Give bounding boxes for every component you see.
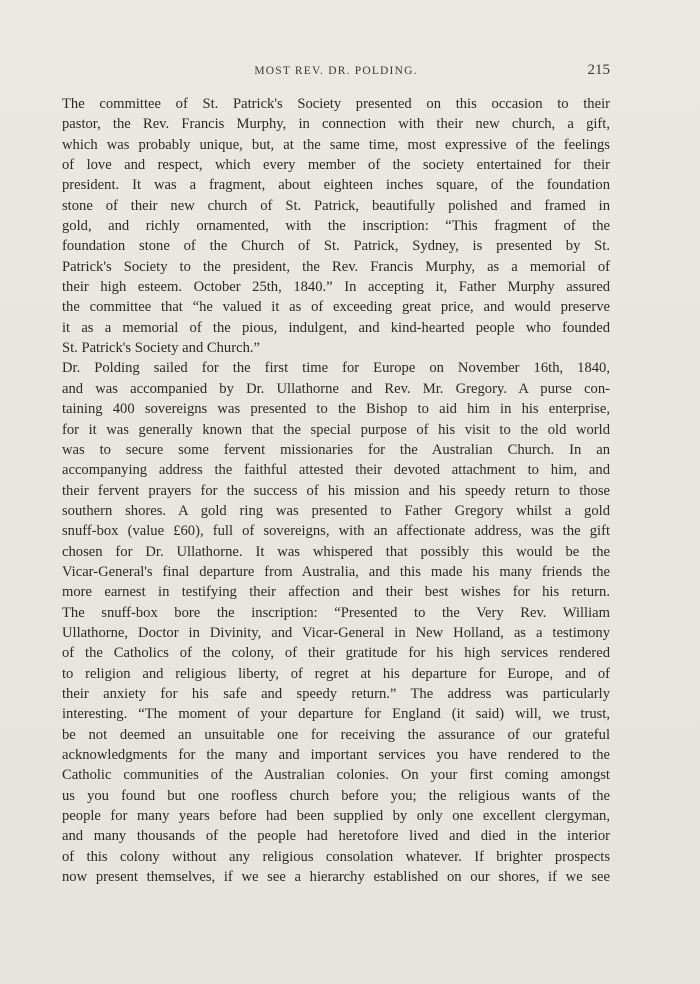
text-line: accompanying address the faithful attested their devoted attachment to him, and bbox=[62, 462, 610, 479]
text-line: snuff-box (value £60), full of sovereigns, with an affectionate address, was the gift bbox=[62, 523, 610, 540]
text-line: now present themselves, if we see a hierarchy established on our shores, if we see bbox=[62, 869, 610, 886]
page-number: 215 bbox=[587, 62, 610, 78]
text-line: Dr. Polding sailed for the first time for Europe on November 16th, 1840, bbox=[62, 360, 610, 377]
text-line: and many thousands of the people had heretofore lived and died in the interior bbox=[62, 828, 610, 845]
text-line: pastor, the Rev. Francis Murphy, in connection with their new church, a gift, bbox=[62, 116, 610, 133]
text-line: The snuff-box bore the inscription: “Presented to the Very Rev. William bbox=[62, 604, 610, 621]
text-line: interesting. “The moment of your departure for England (it said) will, we trust, bbox=[62, 706, 610, 723]
text-line: St. Patrick's Society and Church.” bbox=[62, 340, 260, 357]
text-line: it as a memorial of the pious, indulgent, and kind-hearted people who founded bbox=[62, 319, 610, 336]
text-line: more earnest in testifying their affection and their best wishes for his return. bbox=[62, 584, 610, 601]
text-line: the committee that “he valued it as of exceeding great price, and would preserve bbox=[62, 299, 610, 316]
text-line: president. It was a fragment, about eighteen inches square, of the foundation bbox=[62, 177, 610, 194]
running-title: MOST REV. DR. POLDING. bbox=[254, 65, 418, 77]
text-line: of love and respect, which every member of the society entertained for their bbox=[62, 157, 610, 174]
text-line: which was probably unique, but, at the same time, most expressive of the feelings bbox=[62, 136, 610, 153]
text-line: and was accompanied by Dr. Ullathorne and Rev. Mr. Gregory. A purse con- bbox=[62, 380, 610, 397]
text-line: foundation stone of the Church of St. Patrick, Sydney, is presented by St. bbox=[62, 238, 610, 255]
text-line: to religion and religious liberty, of regret at his departure for Europe, and of bbox=[62, 665, 610, 682]
text-line: us you found but one roofless church before you; the religious wants of the bbox=[62, 787, 610, 804]
text-line: was to secure some fervent missionaries for the Australian Church. In an bbox=[62, 441, 610, 458]
running-head bbox=[62, 62, 610, 82]
text-line: acknowledgments for the many and important services you have rendered to the bbox=[62, 747, 610, 763]
text-line: southern shores. A gold ring was presented to Father Gregory whilst a gold bbox=[62, 502, 610, 519]
text-line: their fervent prayers for the success of his mission and his speedy return to those bbox=[62, 482, 610, 499]
text-line: their anxiety for his safe and speedy return.” The address was particularly bbox=[62, 685, 610, 702]
text-line: gold, and richly ornamented, with the inscription: “This fragment of the bbox=[62, 218, 610, 235]
text-line: stone of their new church of St. Patrick, beautifully polished and framed in bbox=[62, 197, 610, 214]
text-line: of this colony without any religious consolation whatever. If brighter prospects bbox=[62, 848, 610, 865]
text-line: people for many years before had been supplied by only one excellent clergyman, bbox=[62, 808, 610, 825]
text-line: Vicar-General's final departure from Australia, and this made his many friends the bbox=[62, 563, 610, 580]
text-line: The committee of St. Patrick's Society presented on this occasion to their bbox=[62, 96, 610, 112]
text-line: be not deemed an unsuitable one for receiving the assurance of our grateful bbox=[62, 726, 610, 743]
text-line: chosen for Dr. Ullathorne. It was whispered that possibly this would be the bbox=[62, 543, 610, 560]
text-line: for it was generally known that the special purpose of his visit to the old world bbox=[62, 421, 610, 438]
text-line: taining 400 sovereigns was presented to the Bishop to aid him in his enterprise, bbox=[62, 401, 610, 418]
text-line: Patrick's Society to the president, the Rev. Francis Murphy, as a memorial of bbox=[62, 258, 610, 275]
body-text bbox=[62, 94, 610, 887]
text-line: Ullathorne, Doctor in Divinity, and Vicar-General in New Holland, as a testimony bbox=[62, 624, 610, 641]
text-line: their high esteem. October 25th, 1840.” In accepting it, Father Murphy assured bbox=[62, 279, 610, 296]
text-line: Catholic communities of the Australian colonies. On your first coming amongst bbox=[62, 767, 610, 784]
text-line: of the Catholics of the colony, of their gratitude for his high services rendered bbox=[62, 645, 610, 662]
